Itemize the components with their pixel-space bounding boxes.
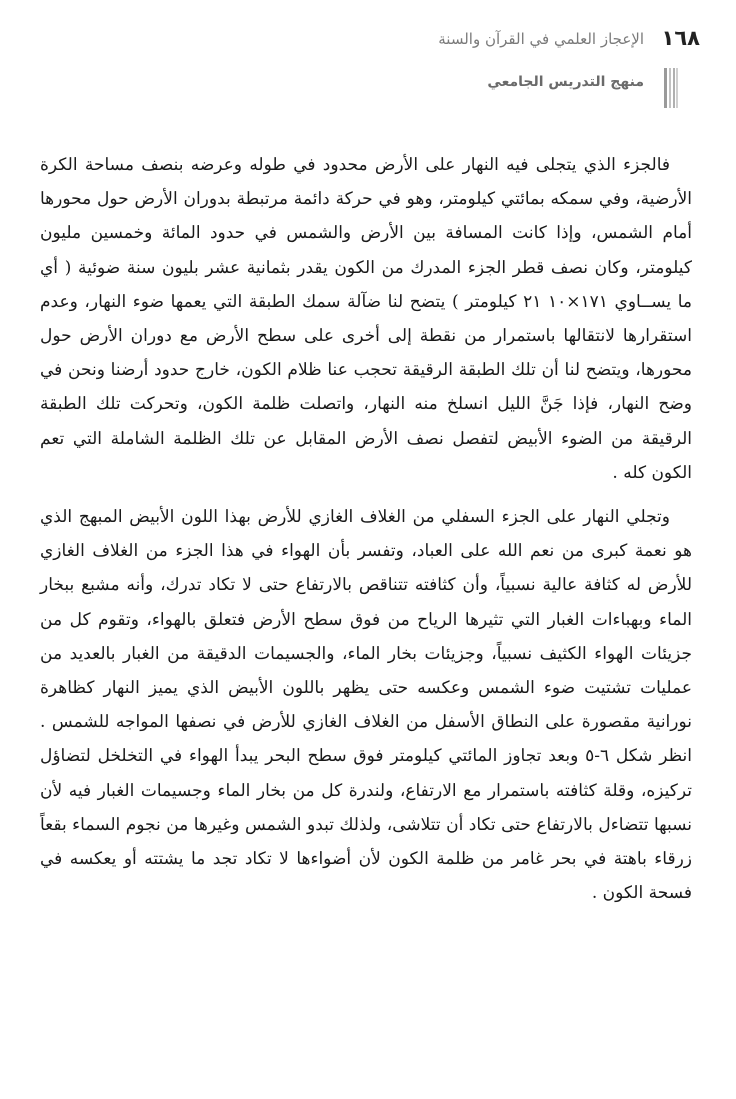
page-header xyxy=(300,22,700,102)
page-number: ١٦٨ xyxy=(661,26,700,50)
header-ornament-icon xyxy=(662,68,680,108)
paragraph-2: وتجلي النهار على الجزء السفلي من الغلاف الغازي للأرض بهذا اللون الأبيض المبهج الذي هو نعمة كبرى من نعم الله على العباد، وتفسر بأن الهواء في هذا الجزء من الغلاف الغازي للأرض له كثافة عالية نسبياً، وأن كثافته تتناقص بالارتفاع حتى لا تكاد تدرك، وأنه مشبع ببخار الماء وبهباءات الغبار التي تثيرها الرياح من فوق سطح الأرض فتعلق بالهواء، وتقوم كل من جزيئات الهواء الكثيف نسبياً، وجزيئات بخار الماء، والجسيمات الدقيقة من الغبار بالعديد من عمليات تشتيت ضوء الشمس وعكسه حتى يظهر باللون الأبيض الذي يميز النهار كظاهرة نورانية مقصورة على النطاق الأسفل من الغلاف الغازي للأرض في نصفها المواجه للشمس . انظر شكل ٦-٥ وبعد تجاوز المائتي كيلومتر فوق سطح البحر يبدأ الهواء في التخلخل لتضاؤل تركيزه، وقلة كثافته باستمرار مع الارتفاع، ولندرة كل من بخار الماء وجسيمات الغبار فيه لأن نسبها تتضاءل بالارتفاع حتى تكاد أن تتلاشى، ولذلك تبدو الشمس وغيرها من نجوم السماء بقعاً زرقاء باهتة في بحر غامر من ظلمة الكون لأن أضواءها لا تكاد تجد ما يشتته أو يعكسه في فسحة الكون . xyxy=(40,507,692,904)
running-header-title: الإعجاز العلمي في القرآن والسنة xyxy=(438,30,644,48)
paragraph-1: فالجزء الذي يتجلى فيه النهار على الأرض محدود في طوله وعرضه بنصف مساحة الكرة الأرضية، وفي سمكه بمائتي كيلومتر، وهو في حركة دائمة مرتبطة بدوران الأرض حول محورها أمام الشمس، وإذا كانت المسافة بين الأرض والشمس في حدود المائة وخمسين مليون كيلومتر، وكان نصف قطر الجزء المدرك من الكون يقدر بثمانية عشر بليون سنة ضوئية ( أي ما يســاوي ١٧١×١٠ ٢١ كيلومتر ) يتضح لنا ضآلة سمك الطبقة التي يعمها ضوء النهار، وعدم استقرارها لانتقالها باستمرار من نقطة إلى أخرى على سطح الأرض مع دوران الأرض حول محورها، ويتضح لنا أن تلك الطبقة الرقيقة تحجب عنا ظلام الكون، خارج حدود أرضنا ونحن في وضح النهار، فإذا جَنَّ الليل انسلخ منه النهار، واتصلت ظلمة الكون، وتحركت تلك الطبقة الرقيقة من الضوء الأبيض لتفصل نصف الأرض المقابل عن تلك الظلمة الشاملة التي تعم الكون كله . xyxy=(40,155,692,483)
running-header-subtitle: منهج التدريس الجامعي xyxy=(487,74,644,90)
body-text xyxy=(40,148,692,910)
